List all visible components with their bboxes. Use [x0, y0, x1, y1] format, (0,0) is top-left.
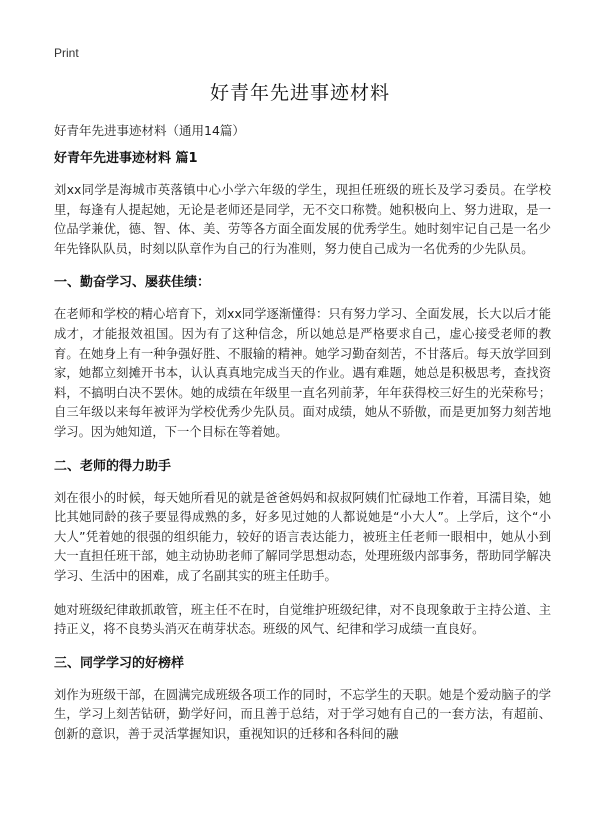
- paragraph-discipline: 她对班级纪律敢抓敢管，班主任不在时，自觉维护班级纪律，对不良现象敢于主持公道、主持正义，将不良势头消灭在萌芽状态。班级的风气、纪律和学习成绩一直良好。: [54, 602, 551, 637]
- heading-role-model: 三、同学学习的好榜样: [54, 655, 185, 671]
- page-title: 好青年先进事迹材料: [209, 82, 390, 104]
- heading-teacher-helper: 二、老师的得力助手: [54, 458, 172, 474]
- document-body: [54, 149, 551, 758]
- document-subtitle: 好青年先进事迹材料（通用14篇）: [54, 123, 245, 138]
- paragraph-diligent-study: 在老师和学校的精心培育下，刘xx同学逐渐懂得：只有努力学习、全面发展，长大以后才能成才，才能报效祖国。因为有了这种信念，所以她总是严格要求自己，虚心接受老师的教育。在她身上有一种争强好胜、不服输的精神。她学习勤奋刻苦，不甘落后。每天放学回到家，她都立刻摊开书本，认认真真地完成当天的作业。遇有难题，她总是积极思考，查找资料，不搞明白决不罢休。她的成绩在年级里一直名列前茅，年年获得校三好生的光荣称号；自三年级以来每年被评为学校优秀少先队员。面对成绩，她从不骄傲，而是更加努力刻苦地学习。因为她知道，下一个目标在等着她。: [54, 307, 551, 439]
- section-title: 好青年先进事迹材料 篇1: [54, 151, 198, 166]
- paragraph-intro: 刘xx同学是海城市英落镇中心小学六年级的学生，现担任班级的班长及学习委员。在学校里，每逢有人提起她，无论是老师还是同学，无不交口称赞。她积极向上、努力进取，是一位品学兼优，德、智、体、美、劳等各方面全面发展的优秀学生。她时刻牢记自己是一名少年先锋队队员，时刻以队章作为自己的行为准则，努力使自己成为一名优秀的少先队员。: [54, 183, 551, 256]
- paragraph-role-model: 刘作为班级干部，在圆满完成班级各项工作的同时，不忘学生的天职。她是个爱动脑子的学生，学习上刻苦钻研，勤学好问，而且善于总结，对于学习她有自己的一套方法，有超前、创新的意识，善于灵活掌握知识，重视知识的迁移和各科间的融: [54, 687, 551, 741]
- heading-diligent-study: 一、勤奋学习、屡获佳绩：: [54, 275, 211, 291]
- paragraph-teacher-helper: 刘在很小的时候，每天她所看见的就是爸爸妈妈和叔叔阿姨们忙碌地工作着，耳濡目染，她比其她同龄的孩子要显得成熟的多，好多见过她的人都说她是“小大人”。上学后，这个“小大人”凭着她的很强的组织能力，较好的语言表达能力，被班主任老师一眼相中，她从小到大一直担任班干部，她主动协助老师了解同学思想动态，处理班级内部事务，帮助同学解决学习、生活中的困难，成了名副其实的班主任助手。: [54, 490, 551, 583]
- print-link[interactable]: Print: [54, 46, 79, 60]
